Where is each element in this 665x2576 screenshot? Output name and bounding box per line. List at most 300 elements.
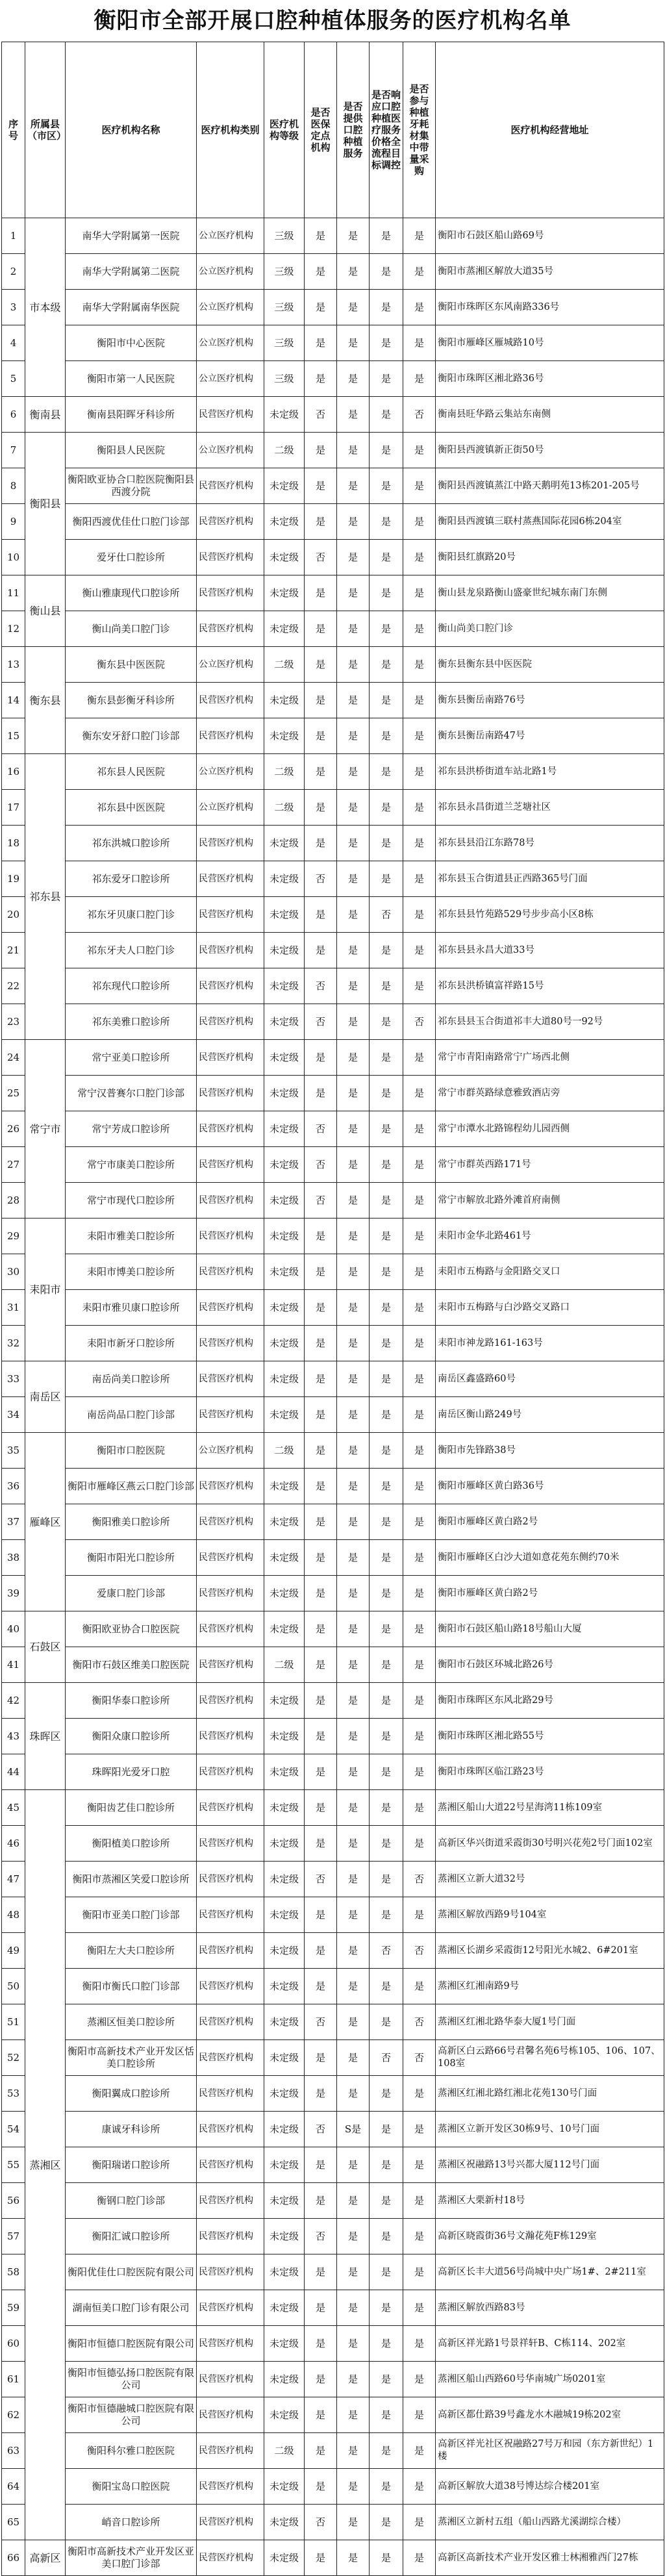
cell-level: 未定级 bbox=[264, 540, 305, 575]
cell-no: 16 bbox=[2, 754, 25, 790]
cell-address: 衡阳市珠晖区湘北路55号 bbox=[436, 1719, 664, 1754]
cell-procurement: 是 bbox=[403, 1183, 436, 1219]
cell-no: 4 bbox=[2, 325, 25, 361]
cell-level: 未定级 bbox=[264, 826, 305, 861]
cell-no: 41 bbox=[2, 1647, 25, 1683]
table-row bbox=[2, 1754, 664, 1790]
cell-no: 66 bbox=[2, 2540, 25, 2576]
cell-level: 未定级 bbox=[264, 2076, 305, 2112]
cell-name: 衡阳市恒德弘扬口腔医院有限公司 bbox=[66, 2362, 197, 2397]
table-row bbox=[2, 2433, 664, 2469]
cell-procurement: 是 bbox=[403, 1969, 436, 2004]
cell-service: 是 bbox=[337, 575, 370, 611]
cell-service: 是 bbox=[337, 1076, 370, 1111]
cell-response: 是 bbox=[370, 826, 403, 861]
cell-response: 是 bbox=[370, 1897, 403, 1933]
cell-level: 未定级 bbox=[264, 1326, 305, 1361]
cell-type: 民营医疗机构 bbox=[197, 1826, 264, 1862]
cell-address: 耒阳市神龙路161-163号 bbox=[436, 1326, 664, 1361]
cell-no: 53 bbox=[2, 2076, 25, 2112]
cell-procurement: 是 bbox=[403, 254, 436, 290]
cell-level: 未定级 bbox=[264, 1790, 305, 1826]
cell-service: 是 bbox=[337, 254, 370, 290]
table-row bbox=[2, 1897, 664, 1933]
table-row bbox=[2, 611, 664, 647]
cell-level: 未定级 bbox=[264, 611, 305, 647]
cell-response: 是 bbox=[370, 2112, 403, 2147]
cell-name: 常宁市现代口腔诊所 bbox=[66, 1183, 197, 1219]
cell-address: 蒸湘区长湖乡采霞街12号阳光水城2、6#201室 bbox=[436, 1933, 664, 1969]
cell-insurance: 是 bbox=[305, 1754, 337, 1790]
cell-response: 是 bbox=[370, 504, 403, 540]
cell-no: 7 bbox=[2, 433, 25, 468]
cell-address: 衡阳市雁峰区黄白路2号 bbox=[436, 1504, 664, 1540]
cell-response: 是 bbox=[370, 1647, 403, 1683]
cell-procurement: 是 bbox=[403, 1290, 436, 1326]
cell-level: 未定级 bbox=[264, 575, 305, 611]
cell-procurement: 是 bbox=[403, 2433, 436, 2469]
cell-insurance: 否 bbox=[305, 1147, 337, 1183]
cell-no: 40 bbox=[2, 1611, 25, 1647]
cell-response: 是 bbox=[370, 468, 403, 504]
cell-type: 民营医疗机构 bbox=[197, 1683, 264, 1719]
cell-service: 是 bbox=[337, 2040, 370, 2076]
cell-insurance: 否 bbox=[305, 2505, 337, 2540]
cell-response: 是 bbox=[370, 1790, 403, 1826]
cell-no: 39 bbox=[2, 1576, 25, 1611]
cell-procurement: 是 bbox=[403, 1540, 436, 1576]
cell-service: 是 bbox=[337, 1397, 370, 1433]
cell-level: 未定级 bbox=[264, 2540, 305, 2576]
cell-name: 衡阳市石鼓区维美口腔医院 bbox=[66, 1647, 197, 1683]
cell-address: 衡山尚美口腔门诊 bbox=[436, 611, 664, 647]
cell-service: 是 bbox=[337, 2290, 370, 2326]
cell-procurement: 否 bbox=[403, 1862, 436, 1897]
cell-procurement: 是 bbox=[403, 1254, 436, 1290]
cell-address: 衡南县旺华路云集站东南侧 bbox=[436, 397, 664, 433]
cell-insurance: 是 bbox=[305, 1040, 337, 1076]
cell-address: 衡阳市石鼓区船山路18号船山大厦 bbox=[436, 1611, 664, 1647]
cell-no: 30 bbox=[2, 1254, 25, 1290]
table-row bbox=[2, 1040, 664, 1076]
cell-type: 民营医疗机构 bbox=[197, 2290, 264, 2326]
cell-type: 民营医疗机构 bbox=[197, 2112, 264, 2147]
cell-service: 是 bbox=[337, 2362, 370, 2397]
table-row bbox=[2, 540, 664, 575]
cell-service: 是 bbox=[337, 1647, 370, 1683]
cell-name: 康诚牙科诊所 bbox=[66, 2112, 197, 2147]
cell-county: 雁峰区 bbox=[25, 1433, 66, 1611]
cell-level: 未定级 bbox=[264, 1933, 305, 1969]
cell-type: 民营医疗机构 bbox=[197, 2397, 264, 2433]
cell-no: 9 bbox=[2, 504, 25, 540]
cell-procurement: 是 bbox=[403, 361, 436, 397]
table-row bbox=[2, 1969, 664, 2004]
cell-level: 未定级 bbox=[264, 1219, 305, 1254]
cell-county: 耒阳市 bbox=[25, 1219, 66, 1361]
table-row bbox=[2, 1147, 664, 1183]
cell-type: 公立医疗机构 bbox=[197, 790, 264, 826]
cell-level: 未定级 bbox=[264, 2040, 305, 2076]
cell-name: 祁东美雅口腔诊所 bbox=[66, 1004, 197, 1040]
cell-level: 二级 bbox=[264, 2433, 305, 2469]
cell-level: 未定级 bbox=[264, 2147, 305, 2183]
cell-response: 是 bbox=[370, 218, 403, 254]
cell-insurance: 是 bbox=[305, 933, 337, 968]
cell-insurance: 否 bbox=[305, 1111, 337, 1147]
cell-procurement: 是 bbox=[403, 2076, 436, 2112]
table-row bbox=[2, 1183, 664, 1219]
cell-name: 祁东县中医医院 bbox=[66, 790, 197, 826]
cell-insurance: 是 bbox=[305, 1540, 337, 1576]
cell-level: 未定级 bbox=[264, 1826, 305, 1862]
cell-name: 衡山雅康现代口腔诊所 bbox=[66, 575, 197, 611]
cell-county: 祁东县 bbox=[25, 754, 66, 1040]
cell-level: 未定级 bbox=[264, 897, 305, 933]
cell-name: 衡阳欧亚协合口腔医院 bbox=[66, 1611, 197, 1647]
cell-no: 48 bbox=[2, 1897, 25, 1933]
cell-address: 高新区晓霞街36号文瀚花苑F栋129室 bbox=[436, 2219, 664, 2254]
cell-address: 蒸湘区船山西路60号华南城广场0201室 bbox=[436, 2362, 664, 2397]
cell-address: 衡东县衡岳南路76号 bbox=[436, 683, 664, 718]
cell-type: 民营医疗机构 bbox=[197, 1540, 264, 1576]
table-row bbox=[2, 2076, 664, 2112]
cell-type: 公立医疗机构 bbox=[197, 218, 264, 254]
cell-service: 是 bbox=[337, 2397, 370, 2433]
cell-service: 是 bbox=[337, 1147, 370, 1183]
cell-address: 衡阳县西渡镇新正街50号 bbox=[436, 433, 664, 468]
cell-service: 是 bbox=[337, 1504, 370, 1540]
cell-response: 是 bbox=[370, 290, 403, 325]
cell-name: 衡阳优佳仕口腔医院有限公司 bbox=[66, 2254, 197, 2290]
cell-insurance: 是 bbox=[305, 826, 337, 861]
cell-address: 衡阳市珠晖区临江路23号 bbox=[436, 1754, 664, 1790]
table-row bbox=[2, 2505, 664, 2540]
cell-level: 二级 bbox=[264, 1647, 305, 1683]
table-row bbox=[2, 2183, 664, 2219]
cell-type: 民营医疗机构 bbox=[197, 2254, 264, 2290]
cell-type: 民营医疗机构 bbox=[197, 826, 264, 861]
cell-type: 民营医疗机构 bbox=[197, 2004, 264, 2040]
header-response: 是否响应口腔种植医疗服务价格全流程目标调控 bbox=[370, 42, 403, 218]
cell-service: 是 bbox=[337, 2469, 370, 2505]
header-insurance: 是否医保定点机构 bbox=[305, 42, 337, 218]
cell-service: 是 bbox=[337, 1862, 370, 1897]
cell-address: 高新区长丰大道56号尚城中央广场1#、2#211室 bbox=[436, 2254, 664, 2290]
cell-procurement: 是 bbox=[403, 2397, 436, 2433]
table-row bbox=[2, 361, 664, 397]
cell-name: 南岳尚品口腔门诊部 bbox=[66, 1397, 197, 1433]
cell-no: 6 bbox=[2, 397, 25, 433]
cell-service: 是 bbox=[337, 968, 370, 1004]
cell-procurement: 是 bbox=[403, 575, 436, 611]
cell-level: 未定级 bbox=[264, 2254, 305, 2290]
cell-type: 公立医疗机构 bbox=[197, 290, 264, 325]
cell-address: 蒸湘区红湘北路红湘北花苑130号门面 bbox=[436, 2076, 664, 2112]
cell-no: 11 bbox=[2, 575, 25, 611]
cell-name: 南华大学附属南华医院 bbox=[66, 290, 197, 325]
cell-service: 是 bbox=[337, 2540, 370, 2576]
cell-address: 南岳区衡山路249号 bbox=[436, 1397, 664, 1433]
cell-level: 未定级 bbox=[264, 1254, 305, 1290]
cell-no: 63 bbox=[2, 2433, 25, 2469]
cell-county: 衡阳县 bbox=[25, 433, 66, 575]
cell-no: 8 bbox=[2, 468, 25, 504]
cell-service: 是 bbox=[337, 826, 370, 861]
cell-response: 是 bbox=[370, 1576, 403, 1611]
cell-insurance: 是 bbox=[305, 575, 337, 611]
table-row bbox=[2, 2326, 664, 2362]
table-row bbox=[2, 1004, 664, 1040]
cell-procurement: 是 bbox=[403, 2505, 436, 2540]
cell-address: 高新区解放大道38号博达综合楼201室 bbox=[436, 2469, 664, 2505]
cell-address: 衡阳县红旗路20号 bbox=[436, 540, 664, 575]
cell-service: 是 bbox=[337, 1683, 370, 1719]
cell-service: 是 bbox=[337, 1326, 370, 1361]
table-row bbox=[2, 433, 664, 468]
cell-name: 蒸湘区恒美口腔诊所 bbox=[66, 2004, 197, 2040]
cell-procurement: 是 bbox=[403, 325, 436, 361]
cell-name: 衡阳华泰口腔诊所 bbox=[66, 1683, 197, 1719]
cell-insurance: 是 bbox=[305, 1969, 337, 2004]
table-row bbox=[2, 397, 664, 433]
cell-service: 是 bbox=[337, 1183, 370, 1219]
cell-address: 祁东县洪桥镇富祥路15号 bbox=[436, 968, 664, 1004]
cell-level: 未定级 bbox=[264, 1147, 305, 1183]
cell-address: 衡东县衡岳南路47号 bbox=[436, 718, 664, 754]
cell-procurement: 否 bbox=[403, 2004, 436, 2040]
cell-level: 未定级 bbox=[264, 933, 305, 968]
cell-no: 23 bbox=[2, 1004, 25, 1040]
cell-address: 蒸湘区立新村五组（船山西路尤溪湖综合楼） bbox=[436, 2505, 664, 2540]
cell-level: 未定级 bbox=[264, 718, 305, 754]
cell-name: 珠晖阳光爱牙口腔 bbox=[66, 1754, 197, 1790]
cell-name: 衡阳汇诚口腔诊所 bbox=[66, 2219, 197, 2254]
cell-response: 是 bbox=[370, 2183, 403, 2219]
cell-level: 未定级 bbox=[264, 1111, 305, 1147]
cell-procurement: 是 bbox=[403, 826, 436, 861]
table-row bbox=[2, 933, 664, 968]
cell-level: 未定级 bbox=[264, 1469, 305, 1504]
cell-service: 是 bbox=[337, 1219, 370, 1254]
cell-no: 2 bbox=[2, 254, 25, 290]
cell-no: 64 bbox=[2, 2469, 25, 2505]
cell-no: 35 bbox=[2, 1433, 25, 1469]
cell-no: 38 bbox=[2, 1540, 25, 1576]
cell-name: 祁东牙贝康口腔门诊 bbox=[66, 897, 197, 933]
cell-address: 南岳区鑫盛路60号 bbox=[436, 1361, 664, 1397]
cell-address: 蒸湘区立新大道32号 bbox=[436, 1862, 664, 1897]
cell-response: 是 bbox=[370, 540, 403, 575]
cell-level: 三级 bbox=[264, 254, 305, 290]
cell-procurement: 是 bbox=[403, 1611, 436, 1647]
cell-name: 峭音口腔诊所 bbox=[66, 2505, 197, 2540]
cell-response: 是 bbox=[370, 611, 403, 647]
table-row bbox=[2, 1326, 664, 1361]
cell-procurement: 是 bbox=[403, 1040, 436, 1076]
cell-level: 未定级 bbox=[264, 468, 305, 504]
cell-service: 是 bbox=[337, 1361, 370, 1397]
cell-service: 是 bbox=[337, 1111, 370, 1147]
cell-type: 民营医疗机构 bbox=[197, 2540, 264, 2576]
cell-service: 是 bbox=[337, 790, 370, 826]
cell-address: 高新区华兴街道采霞街30号明兴花苑2号门面102室 bbox=[436, 1826, 664, 1862]
cell-insurance: 是 bbox=[305, 647, 337, 683]
cell-insurance: 否 bbox=[305, 1183, 337, 1219]
cell-insurance: 是 bbox=[305, 254, 337, 290]
cell-no: 31 bbox=[2, 1290, 25, 1326]
cell-no: 19 bbox=[2, 861, 25, 897]
cell-name: 衡阳市高新技术产业开发区亚美口腔门诊部 bbox=[66, 2540, 197, 2576]
cell-insurance: 是 bbox=[305, 2362, 337, 2397]
cell-service: 是 bbox=[337, 1719, 370, 1754]
cell-insurance: 是 bbox=[305, 325, 337, 361]
cell-service: 是 bbox=[337, 433, 370, 468]
cell-insurance: 是 bbox=[305, 1469, 337, 1504]
cell-name: 衡阳市中心医院 bbox=[66, 325, 197, 361]
cell-no: 45 bbox=[2, 1790, 25, 1826]
cell-type: 民营医疗机构 bbox=[197, 2076, 264, 2112]
table-row bbox=[2, 2540, 664, 2576]
cell-no: 57 bbox=[2, 2219, 25, 2254]
cell-level: 未定级 bbox=[264, 1576, 305, 1611]
cell-level: 未定级 bbox=[264, 1076, 305, 1111]
cell-response: 否 bbox=[370, 1933, 403, 1969]
cell-insurance: 是 bbox=[305, 1433, 337, 1469]
cell-type: 民营医疗机构 bbox=[197, 1183, 264, 1219]
cell-county: 南岳区 bbox=[25, 1361, 66, 1433]
cell-name: 衡阳市第一人民医院 bbox=[66, 361, 197, 397]
cell-no: 50 bbox=[2, 1969, 25, 2004]
cell-response: 是 bbox=[370, 1826, 403, 1862]
cell-name: 衡阳科尔雅口腔医院 bbox=[66, 2433, 197, 2469]
cell-no: 20 bbox=[2, 897, 25, 933]
table-row bbox=[2, 1683, 664, 1719]
cell-no: 61 bbox=[2, 2362, 25, 2397]
cell-insurance: 是 bbox=[305, 2326, 337, 2362]
cell-no: 56 bbox=[2, 2183, 25, 2219]
cell-service: 是 bbox=[337, 397, 370, 433]
cell-procurement: 是 bbox=[403, 1647, 436, 1683]
table-body bbox=[2, 218, 664, 2576]
cell-insurance: 是 bbox=[305, 2076, 337, 2112]
cell-procurement: 是 bbox=[403, 933, 436, 968]
cell-insurance: 是 bbox=[305, 1576, 337, 1611]
cell-response: 是 bbox=[370, 254, 403, 290]
cell-level: 未定级 bbox=[264, 1683, 305, 1719]
cell-county: 衡山县 bbox=[25, 575, 66, 647]
header-address: 医疗机构经营地址 bbox=[436, 42, 664, 218]
cell-address: 常宁市解放北路外滩首府南侧 bbox=[436, 1183, 664, 1219]
cell-name: 衡阳齿艺佳口腔诊所 bbox=[66, 1790, 197, 1826]
table-row bbox=[2, 504, 664, 540]
table-row bbox=[2, 1647, 664, 1683]
cell-response: 是 bbox=[370, 2004, 403, 2040]
cell-no: 33 bbox=[2, 1361, 25, 1397]
cell-insurance: 是 bbox=[305, 1219, 337, 1254]
cell-procurement: 是 bbox=[403, 647, 436, 683]
cell-no: 59 bbox=[2, 2290, 25, 2326]
cell-type: 民营医疗机构 bbox=[197, 683, 264, 718]
cell-procurement: 是 bbox=[403, 1826, 436, 1862]
cell-response: 是 bbox=[370, 1111, 403, 1147]
cell-procurement: 是 bbox=[403, 1433, 436, 1469]
cell-level: 未定级 bbox=[264, 1040, 305, 1076]
cell-no: 49 bbox=[2, 1933, 25, 1969]
cell-insurance: 是 bbox=[305, 718, 337, 754]
cell-no: 55 bbox=[2, 2147, 25, 2183]
cell-insurance: 是 bbox=[305, 1254, 337, 1290]
cell-insurance: 是 bbox=[305, 2433, 337, 2469]
table-row bbox=[2, 2397, 664, 2433]
cell-service: 是 bbox=[337, 361, 370, 397]
cell-type: 民营医疗机构 bbox=[197, 397, 264, 433]
cell-procurement: 是 bbox=[403, 1111, 436, 1147]
cell-level: 二级 bbox=[264, 754, 305, 790]
cell-level: 未定级 bbox=[264, 1611, 305, 1647]
table-row bbox=[2, 1540, 664, 1576]
cell-procurement: 是 bbox=[403, 1576, 436, 1611]
cell-address: 祁东县洪桥街道车站北路1号 bbox=[436, 754, 664, 790]
cell-service: 是 bbox=[337, 2183, 370, 2219]
cell-address: 衡阳市珠晖区东风北路29号 bbox=[436, 1683, 664, 1719]
cell-type: 民营医疗机构 bbox=[197, 2040, 264, 2076]
cell-procurement: 是 bbox=[403, 1754, 436, 1790]
cell-level: 未定级 bbox=[264, 2112, 305, 2147]
cell-name: 衡阳欧亚协合口腔医院衡阳县西渡分院 bbox=[66, 468, 197, 504]
cell-service: 是 bbox=[337, 933, 370, 968]
table-row bbox=[2, 1254, 664, 1290]
cell-service: 是 bbox=[337, 611, 370, 647]
cell-procurement: 是 bbox=[403, 1219, 436, 1254]
cell-type: 民营医疗机构 bbox=[197, 2147, 264, 2183]
table-row bbox=[2, 254, 664, 290]
cell-response: 是 bbox=[370, 2397, 403, 2433]
cell-type: 民营医疗机构 bbox=[197, 1790, 264, 1826]
cell-type: 民营医疗机构 bbox=[197, 540, 264, 575]
cell-type: 公立医疗机构 bbox=[197, 1433, 264, 1469]
cell-service: 是 bbox=[337, 468, 370, 504]
cell-service: 是 bbox=[337, 2505, 370, 2540]
cell-level: 未定级 bbox=[264, 1754, 305, 1790]
header-procurement: 是否参与种植牙耗材集中带量采购 bbox=[403, 42, 436, 218]
cell-response: 是 bbox=[370, 1504, 403, 1540]
cell-name: 祁东洪城口腔诊所 bbox=[66, 826, 197, 861]
cell-name: 南华大学附属第一医院 bbox=[66, 218, 197, 254]
cell-type: 民营医疗机构 bbox=[197, 1290, 264, 1326]
cell-name: 衡南县阳晖牙科诊所 bbox=[66, 397, 197, 433]
cell-insurance: 是 bbox=[305, 1076, 337, 1111]
cell-level: 未定级 bbox=[264, 2183, 305, 2219]
cell-procurement: 否 bbox=[403, 2040, 436, 2076]
cell-response: 是 bbox=[370, 1683, 403, 1719]
cell-insurance: 是 bbox=[305, 611, 337, 647]
cell-service: 是 bbox=[337, 683, 370, 718]
cell-no: 27 bbox=[2, 1147, 25, 1183]
cell-county: 珠晖区 bbox=[25, 1683, 66, 1790]
cell-name: 衡阳市雁峰区燕云口腔门诊部 bbox=[66, 1469, 197, 1504]
cell-response: 否 bbox=[370, 2040, 403, 2076]
cell-name: 衡阳县人民医院 bbox=[66, 433, 197, 468]
cell-response: 是 bbox=[370, 861, 403, 897]
table-row bbox=[2, 1219, 664, 1254]
cell-procurement: 是 bbox=[403, 1719, 436, 1754]
table-row bbox=[2, 218, 664, 254]
table-row bbox=[2, 861, 664, 897]
cell-name: 衡阳市阳光口腔诊所 bbox=[66, 1540, 197, 1576]
cell-response: 是 bbox=[370, 1326, 403, 1361]
cell-level: 未定级 bbox=[264, 1004, 305, 1040]
